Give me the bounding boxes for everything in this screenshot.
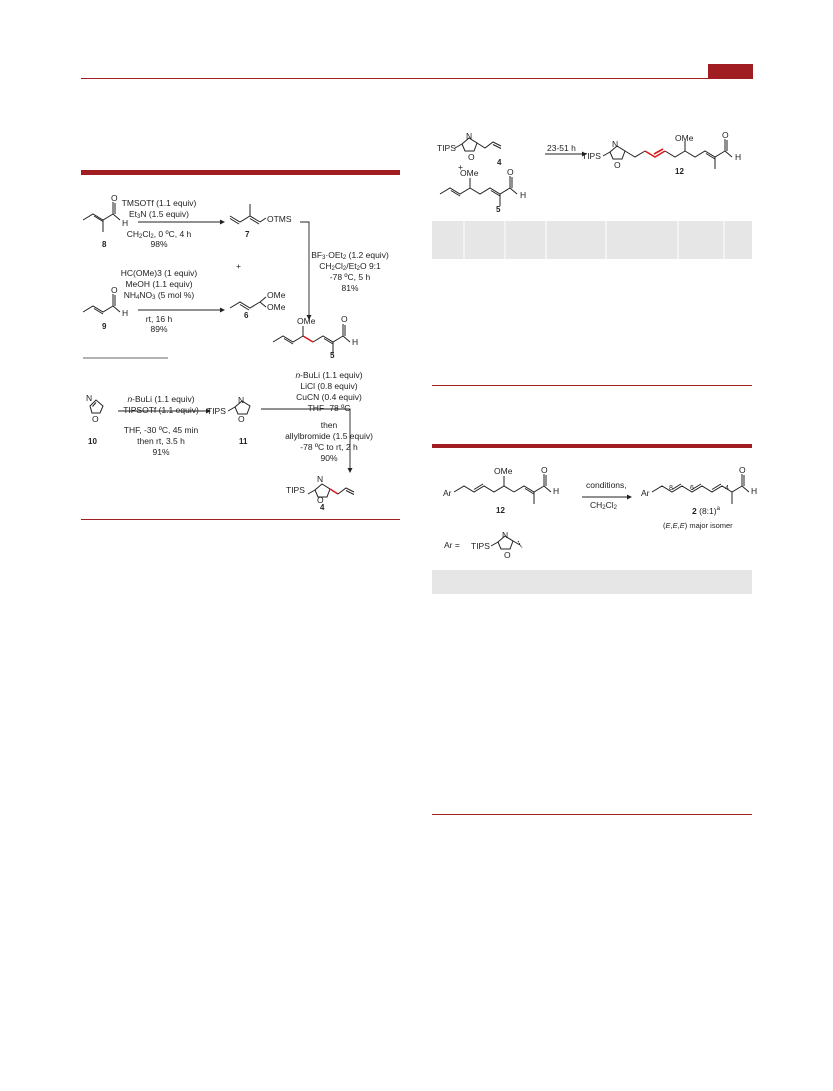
step3-line1: $BF_3\cdot OEt_2$ (1.2 equiv) [311, 250, 389, 261]
atom-o-8: O [111, 193, 118, 203]
step3-line3: -78 ºC, 5 h [329, 272, 371, 282]
rb-label-2: 2 [692, 506, 697, 516]
rt-o-12: O [614, 160, 621, 170]
step4-line4: then rt, 3.5 h [137, 436, 185, 446]
step4-line5: 91% [152, 447, 170, 457]
step1-line2: $Et_3N$ (1.5 equiv) [128, 209, 190, 220]
rb-ome-12: OMe [494, 466, 513, 476]
rb-isomer-note: (E,E,E) major isomer [663, 521, 733, 530]
step5-line7: -78 ºC to rt, 2 h [300, 442, 358, 452]
step5-line5: then [320, 420, 338, 430]
rb-h-2: H [751, 486, 758, 496]
atom-ome-6a: OMe [267, 290, 286, 300]
rb-ar-12: Ar [443, 488, 452, 498]
atom-tips-11: TIPS [207, 406, 226, 416]
rt-tips-12: TIPS [582, 151, 601, 161]
step3-line2: $CH_2Cl_2/Et_2O$ 9:1 [319, 261, 381, 272]
atom-h-9: H [122, 308, 129, 318]
rb-tips-ar: TIPS [471, 541, 490, 551]
atom-n-4: N [317, 474, 324, 484]
step4-line3: THF, -30 ºC, 45 min [123, 425, 199, 435]
rb-pos-4: 4 [725, 485, 729, 492]
scheme-top-rule [81, 170, 400, 175]
atom-ome-6b: OMe [267, 302, 286, 312]
rt-o-4: O [468, 152, 475, 162]
step1-line4: 98% [150, 239, 168, 249]
rt-label-4: 4 [497, 158, 502, 167]
step2-line3: $NH_4NO_3$ (5 mol %) [123, 290, 195, 301]
rt-h-12: H [735, 152, 742, 162]
rb-conditions-1: conditions, [586, 480, 627, 490]
rt-n-4: N [466, 131, 473, 141]
scheme-right-top-structures [432, 120, 772, 220]
step2-line1: HC(OMe)3 (1 equiv) [120, 268, 198, 278]
rb-product-label [692, 506, 720, 516]
step5-line2: LiCl (0.8 equiv) [300, 381, 358, 391]
rt-ome-12: OMe [675, 133, 694, 143]
step4-line2: TIPSOTf (1.1 equiv) [123, 405, 199, 415]
rt-h-5: H [520, 190, 527, 200]
atom-tips-4: TIPS [286, 485, 305, 495]
step2-line5: 89% [150, 324, 168, 334]
scheme-bottom-rule [81, 519, 400, 520]
atom-h-5: H [352, 337, 359, 347]
rb-o-2: O [739, 465, 746, 475]
atom-ome-5: OMe [297, 316, 316, 326]
atom-otms-7: OTMS [267, 214, 292, 224]
compound-label-5: 5 [330, 351, 335, 360]
compound-5-structure [273, 324, 350, 354]
compound-label-9: 9 [102, 322, 107, 331]
compound-label-6: 6 [244, 311, 249, 320]
rt-label-5: 5 [496, 205, 501, 214]
atom-o-9: O [111, 285, 118, 295]
compound-label-10: 10 [88, 437, 97, 446]
rb-conditions-2: $CH_2Cl_2$ [590, 500, 617, 511]
rb-o-12: O [541, 465, 548, 475]
table1-bottom-rule [432, 385, 752, 386]
rb-o-ar: O [504, 550, 511, 560]
step5-line8: 90% [320, 453, 338, 463]
rt-oald-12: O [722, 130, 729, 140]
step5-line1: n-BuLi (1.1 equiv) [295, 370, 363, 380]
rb-h-12: H [553, 486, 560, 496]
atom-o-4: O [317, 495, 324, 505]
rt-tips-4: TIPS [437, 143, 456, 153]
compound-4-structure [308, 484, 354, 497]
compound-label-4: 4 [320, 503, 325, 512]
rb-ar-2: Ar [641, 488, 650, 498]
compound-7-structure [230, 204, 266, 224]
rt-label-12: 12 [675, 167, 684, 176]
rb-label-12: 12 [496, 506, 505, 515]
table2-bottom-rule [432, 814, 752, 815]
rt-plus: + [458, 162, 463, 172]
atom-n-10: N [86, 393, 93, 403]
compound-label-11: 11 [239, 437, 248, 446]
atom-o-10: O [92, 414, 99, 424]
rt-o-5: O [507, 167, 514, 177]
rb-pos-6: 6 [690, 485, 694, 492]
table1-header [432, 221, 752, 259]
atom-o-5: O [341, 314, 348, 324]
plus-sign: + [236, 261, 241, 271]
rt-ome-5: OMe [460, 168, 479, 178]
compound-label-7: 7 [245, 230, 250, 239]
step5-line3: CuCN (0.4 equiv) [296, 392, 362, 402]
rt-condition: 23-51 h [547, 143, 576, 153]
rb-ar-def: Ar = [444, 540, 460, 550]
page-number-tab [708, 64, 753, 78]
step1-line1: TMSOTf (1.1 equiv) [121, 198, 197, 208]
atom-h-8: H [122, 218, 129, 228]
step5-line6: allylbromide (1.5 equiv) [285, 431, 373, 441]
step4-line1: n-BuLi (1.1 equiv) [127, 394, 195, 404]
table2-header [432, 570, 752, 594]
step2-line2: MeOH (1.1 equiv) [125, 279, 193, 289]
step2-line4: rt, 16 h [145, 314, 173, 324]
rt-n-12: N [612, 139, 619, 149]
atom-n-11: N [238, 395, 245, 405]
rb-ratio: (8:1) [699, 506, 717, 516]
rb-pos-8: 8 [669, 485, 673, 492]
header-rule [81, 78, 753, 79]
step1-line3: $CH_2Cl_2$, 0 ºC, 4 h [126, 229, 192, 240]
rb-footnote: a [716, 506, 720, 513]
rb-n-ar: N [502, 530, 509, 540]
table2-top-rule [432, 444, 752, 448]
compound-label-8: 8 [102, 240, 107, 249]
compound-6-structure [230, 297, 266, 310]
atom-o-11: O [238, 414, 245, 424]
step3-line4: 81% [341, 283, 359, 293]
step5-line4: THF -78 ºC [307, 403, 351, 413]
